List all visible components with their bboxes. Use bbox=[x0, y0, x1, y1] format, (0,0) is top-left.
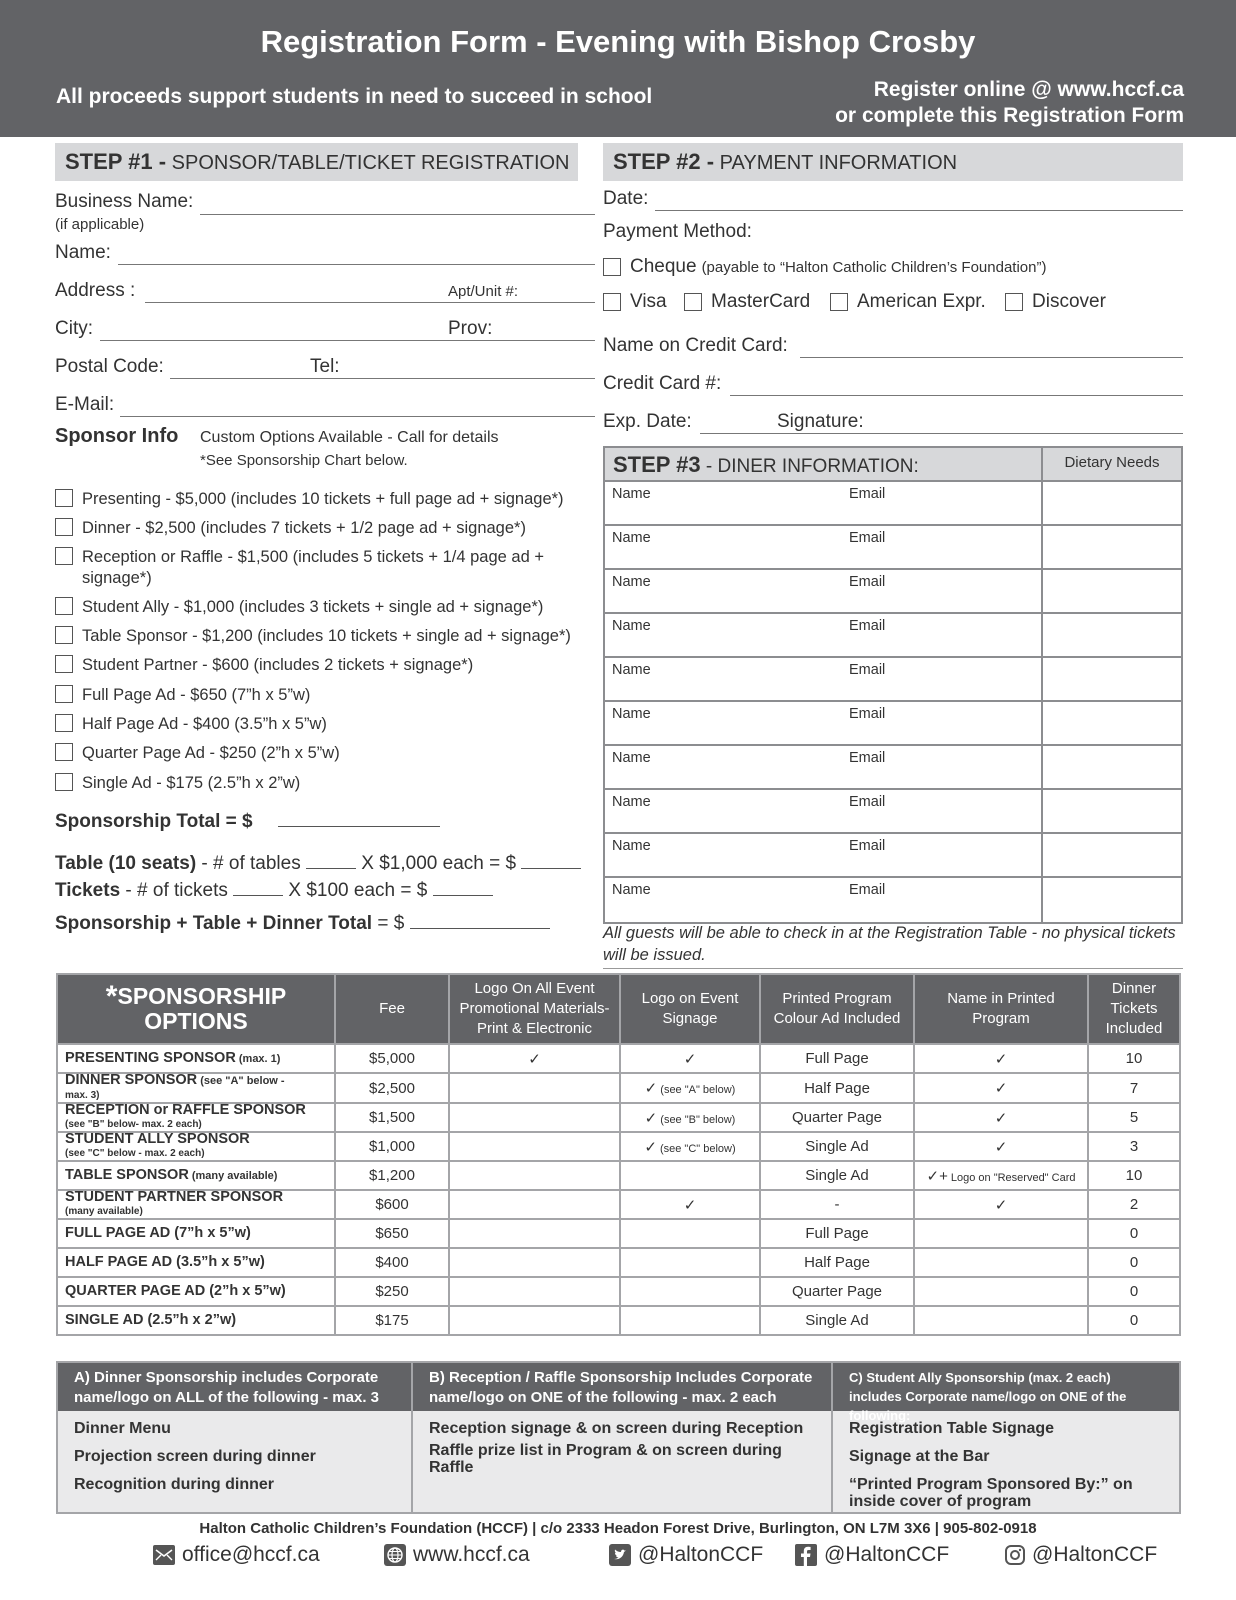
sponsorship-options-title: *SPONSORSHIP OPTIONS bbox=[57, 974, 335, 1044]
checkbox[interactable] bbox=[603, 258, 621, 276]
diner-email-cell[interactable]: Email bbox=[849, 662, 886, 678]
signage-cell: ✓ bbox=[620, 1190, 760, 1219]
sponsor-level-cell: DINNER SPONSOR (see "A" below - max. 3) bbox=[57, 1073, 335, 1103]
diner-email-cell[interactable]: Email bbox=[849, 530, 886, 546]
instagram-icon bbox=[1004, 1544, 1026, 1566]
promo-cell bbox=[449, 1190, 620, 1219]
sponsor-level-cell: RECEPTION or RAFFLE SPONSOR (see "B" below- max. 2 each) bbox=[57, 1103, 335, 1132]
dinner-tickets-cell: 7 bbox=[1088, 1073, 1180, 1103]
diner-dietary-cell[interactable] bbox=[1041, 878, 1181, 922]
diner-row bbox=[605, 614, 1181, 658]
sponsorship-total-field[interactable] bbox=[278, 809, 440, 827]
sponsor-option-full-page-ad[interactable]: Full Page Ad - $650 (7”h x 5”w) bbox=[55, 685, 592, 706]
fee-cell: $600 bbox=[335, 1190, 449, 1219]
sponsor-option-dinner[interactable]: Dinner - $2,500 (includes 7 tickets + 1/2 page ad + signage*) bbox=[55, 518, 592, 539]
see-chart-note: *See Sponsorship Chart below. bbox=[200, 452, 408, 469]
list-item: Registration Table Signage bbox=[849, 1420, 1055, 1437]
diner-name-cell[interactable]: Name bbox=[612, 486, 651, 502]
diner-name-cell[interactable]: Name bbox=[612, 882, 651, 898]
diner-name-cell[interactable]: Name bbox=[612, 574, 651, 590]
sponsor-option-single-ad[interactable]: Single Ad - $175 (2.5”h x 2”w) bbox=[55, 773, 592, 794]
tel-label: Tel: bbox=[310, 356, 340, 377]
table-calc: Table (10 seats) - # of tables X $1,000 each = $ bbox=[55, 851, 581, 875]
diner-row bbox=[605, 790, 1181, 834]
dinner-tickets-cell: 10 bbox=[1088, 1161, 1180, 1190]
fee-cell: $5,000 bbox=[335, 1044, 449, 1073]
list-item: Recognition during dinner bbox=[74, 1476, 274, 1493]
promo-cell bbox=[449, 1248, 620, 1277]
diner-dietary-cell[interactable] bbox=[1041, 790, 1181, 832]
list-item: Dinner Menu bbox=[74, 1420, 171, 1437]
dinner-details-heading: A) Dinner Sponsorship includes Corporate name/logo on ALL of the following - max. 3 bbox=[58, 1363, 411, 1411]
step1-heading: STEP #1 - SPONSOR/TABLE/TICKET REGISTRATION bbox=[55, 143, 578, 181]
fee-cell: $175 bbox=[335, 1306, 449, 1335]
colour-ad-cell: Full Page bbox=[760, 1044, 914, 1073]
colour-ad-cell: Half Page bbox=[760, 1248, 914, 1277]
signage-cell: ✓ (see "A" below) bbox=[620, 1073, 760, 1103]
table-header-row bbox=[57, 974, 1180, 1044]
name-in-program-cell bbox=[914, 1219, 1088, 1248]
diner-email-cell[interactable]: Email bbox=[849, 574, 886, 590]
diner-name-cell[interactable]: Name bbox=[612, 838, 651, 854]
table-row bbox=[57, 1132, 1180, 1161]
list-item: Signage at the Bar bbox=[849, 1448, 990, 1465]
exp-date-label: Exp. Date: bbox=[603, 411, 692, 432]
promo-cell bbox=[449, 1306, 620, 1335]
footer-website[interactable]: www.hccf.ca bbox=[383, 1543, 530, 1567]
colour-ad-cell: Single Ad bbox=[760, 1161, 914, 1190]
diner-name-cell[interactable]: Name bbox=[612, 794, 651, 810]
diner-dietary-cell[interactable] bbox=[1041, 526, 1181, 568]
checkbox[interactable] bbox=[684, 293, 702, 311]
date-field[interactable] bbox=[655, 210, 1183, 211]
payment-method-label: Payment Method: bbox=[603, 221, 752, 242]
checkbox[interactable] bbox=[603, 293, 621, 311]
signage-cell bbox=[620, 1277, 760, 1306]
footer-facebook[interactable]: @HaltonCCF bbox=[794, 1543, 949, 1567]
diner-dietary-cell[interactable] bbox=[1041, 482, 1181, 524]
reception-details-column bbox=[413, 1363, 833, 1512]
name-in-program-cell: ✓ bbox=[914, 1132, 1088, 1161]
diner-dietary-cell[interactable] bbox=[1041, 614, 1181, 656]
diner-dietary-cell[interactable] bbox=[1041, 570, 1181, 612]
sponsor-option-reception[interactable]: Reception or Raffle - $1,500 (includes 5 tickets + 1/4 page ad + signage*) bbox=[55, 547, 582, 589]
discover-option[interactable]: Discover bbox=[1005, 291, 1106, 313]
footer-email[interactable]: office@hccf.ca bbox=[152, 1543, 320, 1567]
dinner-tickets-cell: 10 bbox=[1088, 1044, 1180, 1073]
name-in-program-cell: ✓+ Logo on "Reserved" Card bbox=[914, 1161, 1088, 1190]
checkbox[interactable] bbox=[55, 773, 73, 791]
list-item: “Printed Program Sponsored By:” on inside cover of program bbox=[849, 1476, 1133, 1510]
checkbox[interactable] bbox=[55, 547, 73, 565]
checkbox[interactable] bbox=[830, 293, 848, 311]
name-on-card-field[interactable] bbox=[800, 357, 1183, 358]
diner-row bbox=[605, 702, 1181, 746]
grand-total: Sponsorship + Table + Dinner Total = $ bbox=[55, 911, 550, 935]
address-label: Address : bbox=[55, 280, 136, 301]
ticket-count-field[interactable] bbox=[233, 878, 283, 896]
page-title: Registration Form - Evening with Bishop Crosby bbox=[260, 24, 976, 59]
exp-signature-field[interactable] bbox=[700, 433, 1183, 434]
student-ally-details-heading: C) Student Ally Sponsorship (max. 2 each) includes Corporate name/logo on ONE of the following: bbox=[833, 1363, 1179, 1411]
reception-details-heading: B) Reception / Raffle Sponsorship Includes Corporate name/logo on ONE of the following - max. 2 each bbox=[413, 1363, 831, 1411]
header-register-note: Register online @ www.hccf.ca or complete this Registration Form bbox=[835, 78, 1184, 127]
postal-tel-field[interactable] bbox=[170, 378, 595, 379]
fee-cell: $1,000 bbox=[335, 1132, 449, 1161]
signage-cell bbox=[620, 1306, 760, 1335]
promo-cell bbox=[449, 1219, 620, 1248]
promo-cell: ✓ bbox=[449, 1044, 620, 1073]
dinner-tickets-header: Dinner Tickets Included bbox=[1088, 974, 1180, 1044]
diner-dietary-cell[interactable] bbox=[1041, 702, 1181, 744]
footer-address: Halton Catholic Children’s Foundation (HCCF) | c/o 2333 Headon Forest Drive, Burlington, ON L7M 3X6 | 905-802-0918 bbox=[199, 1520, 1037, 1537]
dinner-tickets-cell: 3 bbox=[1088, 1132, 1180, 1161]
step3-heading: STEP #3 - DINER INFORMATION: bbox=[605, 448, 1041, 480]
dinner-tickets-cell: 0 bbox=[1088, 1306, 1180, 1335]
city-field[interactable] bbox=[100, 340, 595, 341]
sponsor-option-student-ally[interactable]: Student Ally - $1,000 (includes 3 tickets + single ad + signage*) bbox=[55, 597, 592, 618]
sponsor-level-cell: SINGLE AD (2.5”h x 2”w) bbox=[57, 1306, 335, 1335]
table-count-field[interactable] bbox=[306, 851, 356, 869]
table-row bbox=[57, 1044, 1180, 1073]
diner-row bbox=[605, 570, 1181, 614]
sponsor-info-heading: Sponsor Info bbox=[55, 425, 179, 447]
checkbox[interactable] bbox=[55, 655, 73, 673]
list-item: Projection screen during dinner bbox=[74, 1448, 316, 1465]
sponsorship-total: Sponsorship Total = $ bbox=[55, 809, 440, 833]
email-label: E-Mail: bbox=[55, 394, 115, 415]
sponsor-option-quarter-page-ad[interactable]: Quarter Page Ad - $250 (2”h x 5”w) bbox=[55, 743, 592, 764]
student-ally-details-column bbox=[833, 1363, 1179, 1512]
diner-name-cell[interactable]: Name bbox=[612, 530, 651, 546]
sponsor-level-cell: PRESENTING SPONSOR (max. 1) bbox=[57, 1044, 335, 1073]
footer-instagram[interactable]: @HaltonCCF bbox=[1004, 1543, 1157, 1567]
postal-code-label: Postal Code: bbox=[55, 356, 164, 377]
fee-cell: $1,500 bbox=[335, 1103, 449, 1132]
diner-email-cell[interactable]: Email bbox=[849, 794, 886, 810]
checkbox[interactable] bbox=[55, 685, 73, 703]
diner-dietary-cell[interactable] bbox=[1041, 658, 1181, 700]
sponsor-option-half-page-ad[interactable]: Half Page Ad - $400 (3.5”h x 5”w) bbox=[55, 714, 592, 735]
table-amount-field[interactable] bbox=[521, 851, 581, 869]
colour-ad-cell: Single Ad bbox=[760, 1306, 914, 1335]
city-label: City: bbox=[55, 318, 93, 339]
diner-name-cell[interactable]: Name bbox=[612, 618, 651, 634]
signature-label: Signature: bbox=[777, 411, 864, 432]
apt-label: Apt/Unit #: bbox=[448, 283, 519, 300]
checkbox[interactable] bbox=[55, 518, 73, 536]
signage-cell bbox=[620, 1248, 760, 1277]
diner-dietary-cell[interactable] bbox=[1041, 746, 1181, 788]
promo-cell bbox=[449, 1132, 620, 1161]
table-row bbox=[57, 1277, 1180, 1306]
business-name-field[interactable] bbox=[200, 214, 595, 215]
table-row bbox=[57, 1306, 1180, 1335]
fee-cell: $1,200 bbox=[335, 1161, 449, 1190]
ticket-amount-field[interactable] bbox=[433, 878, 493, 896]
step2-heading: STEP #2 - PAYMENT INFORMATION bbox=[603, 143, 1183, 181]
name-in-program-cell: ✓ bbox=[914, 1073, 1088, 1103]
fee-cell: $650 bbox=[335, 1219, 449, 1248]
sponsor-level-cell: STUDENT ALLY SPONSOR (see "C" below - max. 2 each) bbox=[57, 1132, 335, 1161]
sponsorship-details bbox=[56, 1361, 1181, 1514]
list-item: Reception signage & on screen during Reception bbox=[429, 1420, 804, 1437]
checkbox[interactable] bbox=[55, 714, 73, 732]
visa-option[interactable]: Visa bbox=[603, 291, 667, 313]
globe-icon bbox=[383, 1543, 407, 1567]
diner-row bbox=[605, 834, 1181, 878]
prov-label: Prov: bbox=[448, 318, 493, 339]
facebook-icon bbox=[794, 1543, 818, 1567]
name-in-program-cell: ✓ bbox=[914, 1103, 1088, 1132]
dinner-tickets-cell: 5 bbox=[1088, 1103, 1180, 1132]
signage-cell: ✓ (see "B" below) bbox=[620, 1103, 760, 1132]
table-row bbox=[57, 1073, 1180, 1103]
diner-row bbox=[605, 482, 1181, 526]
mastercard-option[interactable]: MasterCard bbox=[684, 291, 810, 313]
name-field[interactable] bbox=[118, 264, 595, 265]
dinner-tickets-cell: 0 bbox=[1088, 1219, 1180, 1248]
colour-ad-cell: Quarter Page bbox=[760, 1277, 914, 1306]
sponsor-level-cell: HALF PAGE AD (3.5”h x 5”w) bbox=[57, 1248, 335, 1277]
sponsor-option-presenting[interactable]: Presenting - $5,000 (includes 10 tickets + full page ad + signage*) bbox=[55, 489, 592, 510]
tickets-calc: Tickets - # of tickets X $100 each = $ bbox=[55, 878, 493, 902]
checkbox[interactable] bbox=[55, 743, 73, 761]
colour-ad-cell: Half Page bbox=[760, 1073, 914, 1103]
custom-options-note: Custom Options Available - Call for details bbox=[200, 429, 499, 446]
email-field[interactable] bbox=[120, 416, 595, 417]
dinner-tickets-cell: 2 bbox=[1088, 1190, 1180, 1219]
name-label: Name: bbox=[55, 242, 111, 263]
checkbox[interactable] bbox=[55, 489, 73, 507]
signage-cell bbox=[620, 1161, 760, 1190]
dietary-needs-header: Dietary Needs bbox=[1041, 448, 1181, 480]
name-in-program-cell: ✓ bbox=[914, 1044, 1088, 1073]
sponsor-level-cell: STUDENT PARTNER SPONSOR (many available) bbox=[57, 1190, 335, 1219]
sponsorship-options-table bbox=[56, 973, 1181, 1336]
amex-option[interactable]: American Expr. bbox=[830, 291, 986, 313]
sponsor-level-cell: TABLE SPONSOR (many available) bbox=[57, 1161, 335, 1190]
signage-cell bbox=[620, 1219, 760, 1248]
diner-row bbox=[605, 658, 1181, 702]
promo-cell bbox=[449, 1103, 620, 1132]
promo-cell bbox=[449, 1073, 620, 1103]
table-row bbox=[57, 1248, 1180, 1277]
table-row bbox=[57, 1161, 1180, 1190]
checkbox[interactable] bbox=[55, 626, 73, 644]
table-row bbox=[57, 1103, 1180, 1132]
colour-ad-header: Printed Program Colour Ad Included bbox=[760, 974, 914, 1044]
diner-email-cell[interactable]: Email bbox=[849, 618, 886, 634]
grand-total-field[interactable] bbox=[410, 911, 550, 929]
diner-table bbox=[603, 446, 1183, 924]
diner-table-header bbox=[605, 448, 1181, 482]
dinner-tickets-cell: 0 bbox=[1088, 1277, 1180, 1306]
signage-cell: ✓ bbox=[620, 1044, 760, 1073]
fee-cell: $250 bbox=[335, 1277, 449, 1306]
fee-header: Fee bbox=[335, 974, 449, 1044]
sponsor-level-cell: QUARTER PAGE AD (2”h x 5”w) bbox=[57, 1277, 335, 1306]
colour-ad-cell: Full Page bbox=[760, 1219, 914, 1248]
table-row bbox=[57, 1190, 1180, 1219]
diner-email-cell[interactable]: Email bbox=[849, 750, 886, 766]
header-banner bbox=[0, 0, 1236, 137]
sponsor-option-table[interactable]: Table Sponsor - $1,200 (includes 10 tickets + single ad + signage*) bbox=[55, 626, 592, 647]
header-tagline: All proceeds support students in need to succeed in school bbox=[56, 85, 653, 108]
signage-header: Logo on Event Signage bbox=[620, 974, 760, 1044]
cheque-option[interactable]: Cheque (payable to “Halton Catholic Children’s Foundation”) bbox=[603, 256, 1046, 278]
footer-twitter[interactable]: @HaltonCCF bbox=[608, 1543, 763, 1567]
diner-name-cell[interactable]: Name bbox=[612, 706, 651, 722]
card-number-field[interactable] bbox=[730, 395, 1183, 396]
colour-ad-cell: Single Ad bbox=[760, 1132, 914, 1161]
date-label: Date: bbox=[603, 188, 649, 209]
diner-email-cell[interactable]: Email bbox=[849, 486, 886, 502]
address-field[interactable] bbox=[145, 302, 595, 303]
diner-email-cell[interactable]: Email bbox=[849, 838, 886, 854]
promo-cell bbox=[449, 1161, 620, 1190]
sponsor-level-cell: FULL PAGE AD (7”h x 5”w) bbox=[57, 1219, 335, 1248]
diner-row bbox=[605, 526, 1181, 570]
fee-cell: $400 bbox=[335, 1248, 449, 1277]
business-name-label: Business Name: bbox=[55, 191, 194, 212]
diner-name-cell[interactable]: Name bbox=[612, 662, 651, 678]
diner-name-cell[interactable]: Name bbox=[612, 750, 651, 766]
name-in-program-cell: ✓ bbox=[914, 1190, 1088, 1219]
name-in-program-cell bbox=[914, 1306, 1088, 1335]
name-in-program-cell bbox=[914, 1248, 1088, 1277]
sponsor-option-student-partner[interactable]: Student Partner - $600 (includes 2 tickets + signage*) bbox=[55, 655, 592, 676]
dinner-tickets-cell: 0 bbox=[1088, 1248, 1180, 1277]
diner-dietary-cell[interactable] bbox=[1041, 834, 1181, 876]
diner-email-cell[interactable]: Email bbox=[849, 706, 886, 722]
diner-row bbox=[605, 878, 1181, 922]
twitter-icon bbox=[608, 1543, 632, 1567]
colour-ad-cell: - bbox=[760, 1190, 914, 1219]
dinner-details-column bbox=[58, 1363, 413, 1512]
checkbox[interactable] bbox=[1005, 293, 1023, 311]
promo-header: Logo On All Event Promotional Materials- Print & Electronic bbox=[449, 974, 620, 1044]
diner-row bbox=[605, 746, 1181, 790]
fee-cell: $2,500 bbox=[335, 1073, 449, 1103]
table-row bbox=[57, 1219, 1180, 1248]
name-in-program-cell bbox=[914, 1277, 1088, 1306]
colour-ad-cell: Quarter Page bbox=[760, 1103, 914, 1132]
if-applicable-note: (if applicable) bbox=[55, 216, 145, 233]
name-on-card-label: Name on Credit Card: bbox=[603, 335, 788, 356]
checkin-note: All guests will be able to check in at the Registration Table - no physical tickets will be issued. bbox=[603, 922, 1183, 969]
card-number-label: Credit Card #: bbox=[603, 373, 722, 394]
checkbox[interactable] bbox=[55, 597, 73, 615]
diner-email-cell[interactable]: Email bbox=[849, 882, 886, 898]
signage-cell: ✓ (see "C" below) bbox=[620, 1132, 760, 1161]
list-item: Raffle prize list in Program & on screen during Raffle bbox=[429, 1442, 782, 1476]
promo-cell bbox=[449, 1277, 620, 1306]
name-in-program-header: Name in Printed Program bbox=[914, 974, 1088, 1044]
email-icon bbox=[152, 1544, 176, 1566]
